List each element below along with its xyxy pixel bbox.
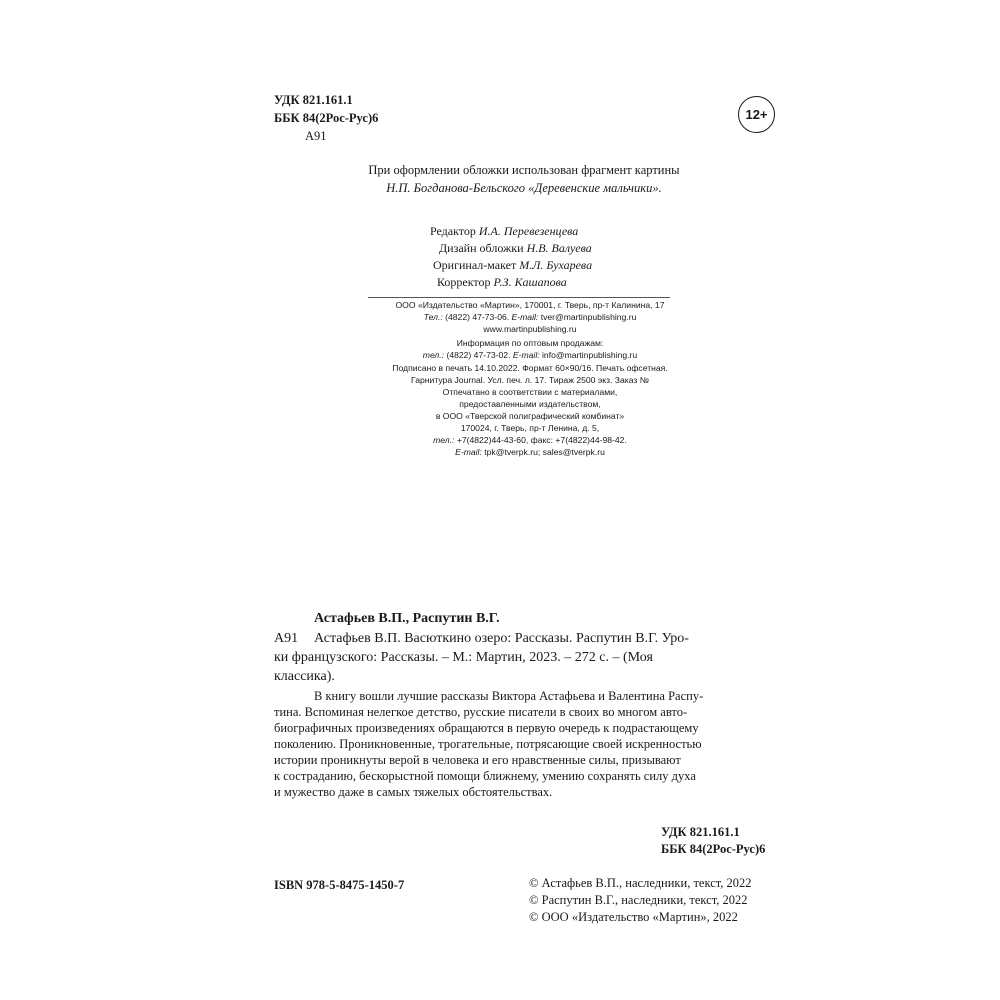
- tel-value: +7(4822)44-43-60, факс: +7(4822)44-98-42.: [456, 435, 627, 445]
- credit-editor: [430, 223, 578, 239]
- tel-value: (4822) 47-73-06.: [445, 312, 510, 322]
- copyright-line: © ООО «Издательство «Мартин», 2022: [529, 910, 738, 924]
- publisher-site: www.martinpublishing.ru: [483, 324, 577, 334]
- annotation-line: биографичных произведениях обращаются в первую очередь к подрастающему: [274, 721, 699, 735]
- tel-label: Тел.:: [423, 312, 443, 322]
- annotation-line: и мужество даже в самых тяжелых обстоятельствах.: [274, 785, 553, 799]
- isbn: ISBN 978-5-8475-1450-7: [274, 878, 405, 892]
- age-rating-text: 12+: [745, 107, 768, 122]
- printer-email: [320, 446, 740, 458]
- credit-cover-design: [439, 240, 592, 256]
- credit-name: И.А. Перевезенцева: [478, 224, 579, 238]
- annotation-line: поколению. Проникновенные, трогательные, потрясающие своей искренностью: [274, 737, 702, 751]
- bib-code: А91: [274, 631, 299, 646]
- email-label: E-mail:: [512, 350, 540, 360]
- print-info-line2: Гарнитура Journal. Усл. печ. л. 17. Тираж 2500 экз. Заказ №: [411, 375, 649, 385]
- email-value: tpk@tverpk.ru; sales@tverpk.ru: [484, 447, 605, 457]
- credit-name: М.Л. Бухарева: [519, 258, 593, 272]
- printer-contacts: [320, 434, 740, 446]
- credit-proofreader: [437, 274, 567, 290]
- bib-line2: ки французского: Рассказы. – М.: Мартин, 2023. – 272 с. – (Моя: [274, 650, 653, 665]
- printed-line2: предоставленными издательством,: [459, 399, 601, 409]
- credit-name: Р.З. Кашапова: [493, 275, 567, 289]
- credit-role: Редактор: [430, 224, 476, 238]
- cover-note-line2: Н.П. Богданова-Бельского «Деревенские мальчики».: [386, 181, 662, 195]
- credit-name: Н.В. Валуева: [526, 241, 592, 255]
- annotation-line: истории проникнуты верой в человека и его нравственные силы, призывают: [274, 753, 681, 767]
- cover-note-line1: При оформлении обложки использован фрагмент картины: [368, 163, 680, 177]
- wholesale-title: Информация по оптовым продажам:: [456, 338, 604, 348]
- credit-role: Дизайн обложки: [439, 241, 524, 255]
- copyright-line: © Астафьев В.П., наследники, текст, 2022: [529, 876, 752, 890]
- publisher-contacts: [320, 311, 740, 323]
- author-code: А91: [305, 129, 327, 143]
- email-label: E-mail:: [455, 447, 482, 457]
- tel-label: тел.:: [422, 350, 445, 360]
- print-info-line1: Подписано в печать 14.10.2022. Формат 60×90/16. Печать офсетная.: [392, 363, 668, 373]
- copyright-line: © Распутин В.Г., наследники, текст, 2022: [529, 893, 748, 907]
- publisher-name-line: ООО «Издательство «Мартин», 170001, г. Тверь, пр-т Калинина, 17: [395, 300, 665, 310]
- annotation-line: к состраданию, бескорыстной помощи ближнему, умению сохранять силу духа: [274, 769, 696, 783]
- tel-label: тел.:: [433, 435, 455, 445]
- email-value: info@martinpublishing.ru: [542, 350, 638, 360]
- printed-line1: Отпечатано в соответствии с материалами,: [442, 387, 618, 397]
- wholesale-contacts: [320, 349, 740, 361]
- email-value: tver@martinpublishing.ru: [540, 312, 637, 322]
- divider-line: [368, 297, 670, 298]
- bib-line1: Астафьев В.П. Васюткино озеро: Рассказы. Распутин В.Г. Уро-: [314, 631, 689, 646]
- udk-code-bottom: УДК 821.161.1: [661, 825, 740, 839]
- udk-code: УДК 821.161.1: [274, 93, 353, 107]
- printed-line4: 170024, г. Тверь, пр-т Ленина, д. 5,: [460, 423, 600, 433]
- credit-role: Корректор: [437, 275, 491, 289]
- annotation-line: тина. Вспоминая нелегкое детство, русские писатели в своих во многом авто-: [274, 705, 688, 719]
- email-label: E-mail:: [511, 312, 539, 322]
- printed-line3: в ООО «Тверской полиграфический комбинат»: [435, 411, 625, 421]
- bbk-code-bottom: ББК 84(2Рос-Рус)6: [661, 842, 766, 856]
- tel-value: (4822) 47-73-02.: [446, 350, 511, 360]
- bbk-code: ББК 84(2Рос-Рус)6: [274, 111, 379, 125]
- age-rating-badge: [738, 96, 775, 133]
- annotation-line: В книгу вошли лучшие рассказы Виктора Астафьева и Валентина Распу-: [314, 689, 704, 703]
- credit-layout: [433, 257, 592, 273]
- credit-role: Оригинал-макет: [433, 258, 517, 272]
- bib-authors-heading: Астафьев В.П., Распутин В.Г.: [314, 611, 500, 626]
- bib-line3: классика).: [274, 669, 335, 684]
